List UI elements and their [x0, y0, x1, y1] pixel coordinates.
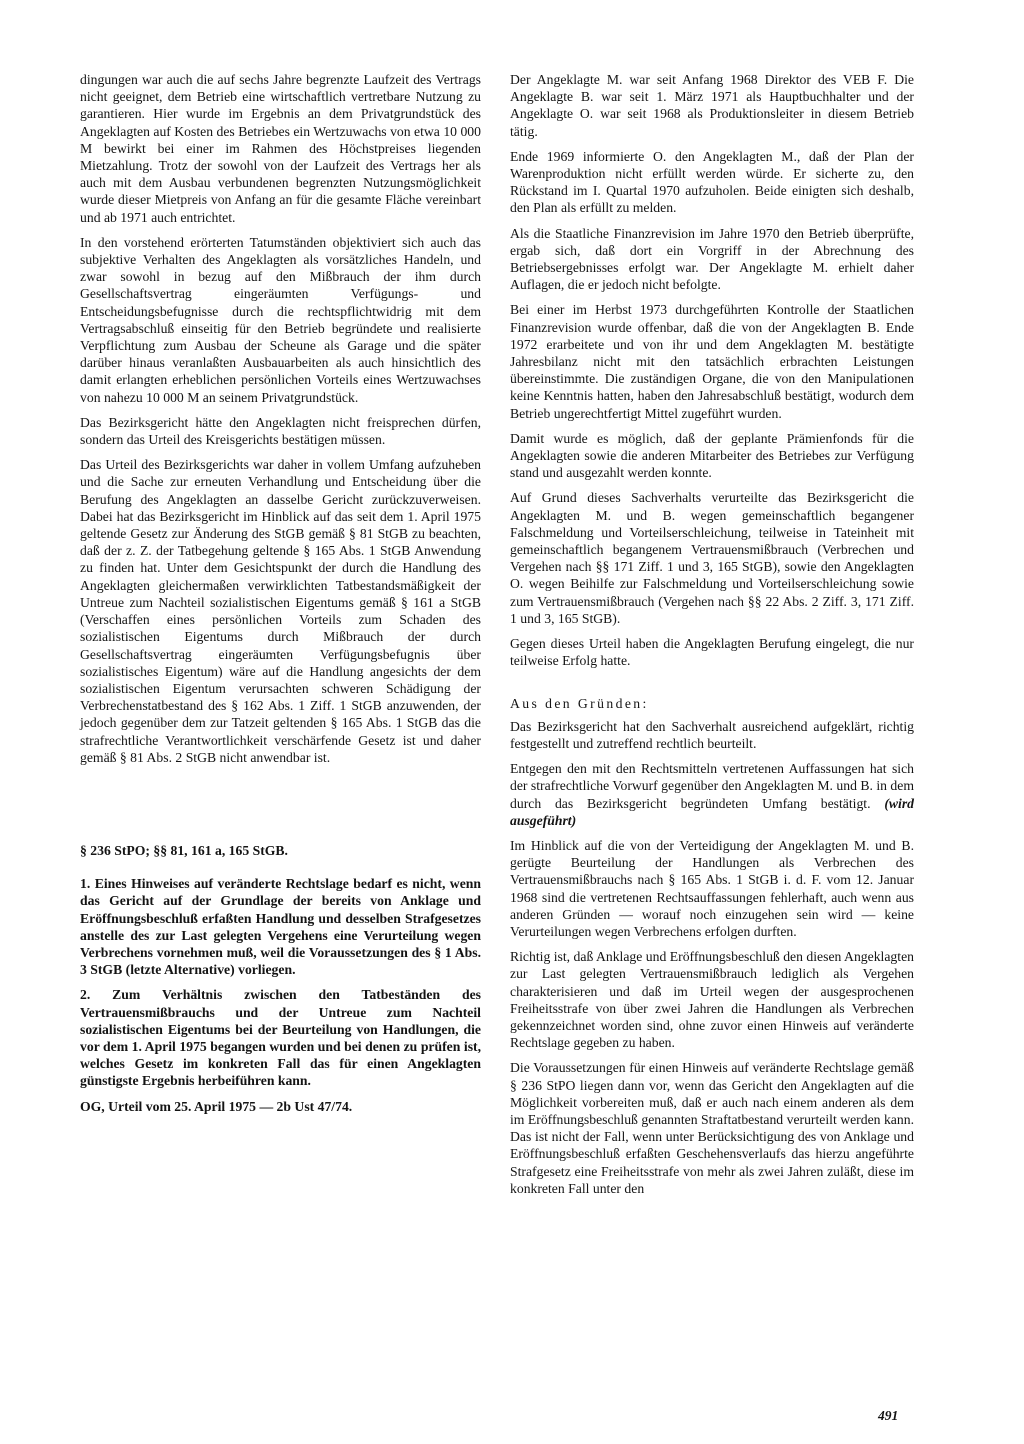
- paragraph: Als die Staatliche Finanzrevision im Jahre 1970 den Betrieb überprüfte, ergab sich, daß dort ein Vorgriff in der Abrechnung des Betriebsergebnisses erfolgt war. Der Angeklagte M. erhielt daher Auflagen, die er jedoch nicht befolgte.: [510, 225, 914, 293]
- emphasis-note: (wird ausgeführt): [510, 795, 915, 828]
- paragraph-text: Entgegen den mit den Rechtsmitteln vertretenen Auffassungen hat sich der strafrechtliche Vorwurf gegenüber den Angeklagten M. und B. in dem durch das Bezirksgericht begründeten Umfang bestätigt.: [510, 761, 914, 811]
- paragraph: Auf Grund dieses Sachverhalts verurteilte das Bezirksgericht die Angeklagten M. und B. wegen gemeinschaftlich begangener Falschmeldung und Vorteilserschleichung, teilweise in Tateinheit mit gemeinschaftlich begangenem Vertrauensmißbrauch (Verbrechen und Vergehen nach §§ 171 Ziff. 1 und 3, 165 StGB), sowie den Angeklagten O. wegen Beihilfe zur Falschmeldung und Vorteilserschleichung sowie zum Vertrauensmißbrauch (Vergehen nach §§ 22 Abs. 2 Ziff. 3, 171 Ziff. 1 und 3, 165 StGB).: [510, 490, 914, 626]
- section-gap: [510, 678, 914, 695]
- paragraph: Damit wurde es möglich, daß der geplante Prämienfonds für die Angeklagten sowie die anderen Mitarbeiter des Betriebes zur Verfügung stand und ausgezahlt werden konnte.: [510, 430, 914, 481]
- paragraph: Das Urteil des Bezirksgerichts war daher in vollem Umfang aufzuheben und die Sache zur erneuten Verhandlung und Entscheidung über die Berufung des Angeklagten an dasselbe Gericht zurückzuverweisen. Dabei hat das Bezirksgericht im Hinblick auf das seit dem 1. April 1975 geltende Gesetz zur Änderung des StGB gemäß § 81 StGB zu beachten, daß der z. Z. der Tatbegehung geltende § 165 Abs. 1 StGB Anwendung zu finden hat. Unter dem Gesichtspunkt der durch die Handlung des Angeklagten gleichermaßen verwirklichten Tatbestandsmäßigkeit der Untreue zum Nachteil sozialistischen Eigentums gemäß § 161 a StGB (Verschaffen eines persönlichen Vorteils zum Schaden des sozialistischen Eigentums durch Mißbrauch der durch Gesellschaftsvertrag eingeräumten Verfügungsbefugnis über sozialistisches Eigentum) wäre auf die Handlung angesichts der dem sozialistischen Eigentum verursachten schweren Schädigung der Verbrechenstatbestand des § 162 Abs. 1 Ziff. 1 StGB anzuwenden, der jedoch gegenüber dem zur Tatzeit geltenden § 165 Abs. 1 StGB das die strafrechtliche Verantwortlichkeit verschärfende Gesetz ist und daher gemäß § 81 Abs. 2 StGB nicht anwendbar ist.: [80, 457, 481, 765]
- paragraph: Bei einer im Herbst 1973 durchgeführten Kontrolle der Staatlichen Finanzrevision wurde offenbar, daß die von der Angeklagten B. Ende 1972 erarbeitete und von ihr und dem Angeklagten M. bestätigte Jahresbilanz nicht mit den tatsächlich erbrachten Leistungen übereinstimmte. Die zuständigen Organe, die von den Manipulationen keine Kenntnis hatten, haben den Jahresabschluß bestätigt, wodurch dem Betrieb ungerechtfertigt Mittel zugeführt wurden.: [510, 302, 914, 421]
- paragraph: Das Bezirksgericht hätte den Angeklagten nicht freisprechen dürfen, sondern das Urteil des Kreisgerichts bestätigen müssen.: [80, 414, 481, 448]
- court-reference: OG, Urteil vom 25. April 1975 — 2b Ust 47/74.: [80, 1098, 353, 1114]
- paragraph: In den vorstehend erörterten Tatumständen objektiviert sich auch das subjektive Verhalten des Angeklagten als vorsätzliches Handeln, und zwar sowohl in bezug auf den Mißbrauch der ihm durch Gesellschaftsvertrag eingeräumten Verfügungs- und Entscheidungsbefugnisse durch die rechtspflichtwidrig mit dem Vertragsabschluß einseitig für den Betrieb begründete und realisierte Verpflichtung zum Ausbau der Scheune als Garage und die später darüber hinaus veranlaßten Ausbauarbeiten als auch hinsichtlich des damit erlangten erheblichen persönlichen Vorteils eines Wertzuwachses von nahezu 10 000 M an seinem Privatgrundstück.: [80, 234, 481, 405]
- headnote: 2. Zum Verhältnis zwischen den Tatbeständen des Vertrauensmißbrauchs und der Untreue zum Nachteil sozialistischen Eigentums bei der Beurteilung von Handlungen, die vor dem 1. April 1975 begangen wurden und bei denen zu prüfen ist, welches Gesetz im konkreten Fall das für einen Angeklagten günstigste Ergebnis herbeiführen kann.: [80, 987, 481, 1089]
- headnote: 1. Eines Hinweises auf veränderte Rechtslage bedarf es nicht, wenn das Gericht auf der Grundlage der bereits von Anklage und Eröffnungsbeschluß erfaßten Handlung und desselben Strafgesetzes anstelle des zur Last gelegten Vergehens eine Verurteilung wegen Verbrechens vornehmen muß, weil die Voraussetzungen des § 1 Abs. 3 StGB (letzte Alternative) vorliegen.: [80, 876, 481, 978]
- paragraph: Das Bezirksgericht hat den Sachverhalt ausreichend aufgeklärt, richtig festgestellt und zutreffend rechtlich beurteilt.: [510, 718, 914, 751]
- left-column: [80, 71, 481, 1123]
- right-column: [510, 71, 914, 1205]
- paragraph: Im Hinblick auf die von der Verteidigung der Angeklagten M. und B. gerügte Beurteilung der Handlungen als Verbrechen des Vertrauensmißbrauchs nach § 165 Abs. 1 StGB i. d. F. vom 12. Januar 1968 sind die vertretenen Rechtsauffassungen fehlerhaft, auch wenn aus anderen Gründen — worauf noch einzugehen sein wird — keine Verurteilungen wegen Verbrechens erfolgen durften.: [510, 837, 914, 939]
- paragraph: Die Voraussetzungen für einen Hinweis auf veränderte Rechtslage gemäß § 236 StPO liegen dann vor, wenn das Gericht den Angeklagten auf die Möglichkeit vorbereiten muß, daß er auch nach einem anderen als dem im Eröffnungsbeschluß genannten Straftatbestand verurteilt werden kann. Das ist nicht der Fall, wenn unter Berücksichtigung des von Anklage und Eröffnungsbeschluß erfaßten Geschehensverlaufs das hierzu angeführte Strafgesetz eine Freiheitsstrafe von mehr als zwei Jahren zuläßt, diese im konkreten Fall unter den: [510, 1060, 914, 1196]
- paragraph: Ende 1969 informierte O. den Angeklagten M., daß der Plan der Warenproduktion nicht erfüllt werden würde. Er sicherte zu, den Rückstand im I. Quartal 1970 aufzuholen. Beide einigten sich deshalb, den Plan als erfüllt zu melden.: [510, 148, 914, 216]
- page-number: 491: [878, 1408, 899, 1423]
- paragraph: Gegen dieses Urteil haben die Angeklagten Berufung eingelegt, die nur teilweise Erfolg hatte.: [510, 636, 914, 669]
- section-heading: Aus den Gründen:: [510, 695, 649, 711]
- law-reference: § 236 StPO; §§ 81, 161 a, 165 StGB.: [80, 842, 288, 858]
- section-gap: [80, 774, 481, 842]
- paragraph: Der Angeklagte M. war seit Anfang 1968 Direktor des VEB F. Die Angeklagte B. war seit 1. März 1971 als Hauptbuchhalter und der Angeklagte O. war seit 1968 als Produktionsleiter in diesem Betrieb tätig.: [510, 72, 914, 139]
- paragraph: [510, 760, 914, 829]
- paragraph: Richtig ist, daß Anklage und Eröffnungsbeschluß den diesen Angeklagten zur Last gelegten Vertrauensmißbrauch lediglich als Vergehen charakterisieren und daß im Urteil wegen der ausgesprochenen Freiheitsstrafe von über zwei Jahren die Handlungen als Verbrechen gekennzeichnet worden sind, ohne zuvor einen Hinweis auf veränderte Rechtslage gegeben zu haben.: [510, 949, 914, 1051]
- paragraph: dingungen war auch die auf sechs Jahre begrenzte Laufzeit des Vertrags nicht geeignet, dem Betrieb eine wirtschaftlich vertretbare Nutzung zu garantieren. Hier wurde im Ergebnis an dem Privatgrundstück des Angeklagten auf Kosten des Betriebes ein Wertzuwachs von etwa 10 000 M bewirkt bei einer im Rahmen des Höchstpreises liegenden Mietzahlung. Trotz der sowohl von der Laufzeit des Vertrags her als auch mit dem Ausbau verbundenen begrenzten Nutzungsmöglichkeit wurde dieser Mietpreis von Anfang an für die gesamte Fläche vereinbart und ab 1971 auch entrichtet.: [80, 72, 481, 225]
